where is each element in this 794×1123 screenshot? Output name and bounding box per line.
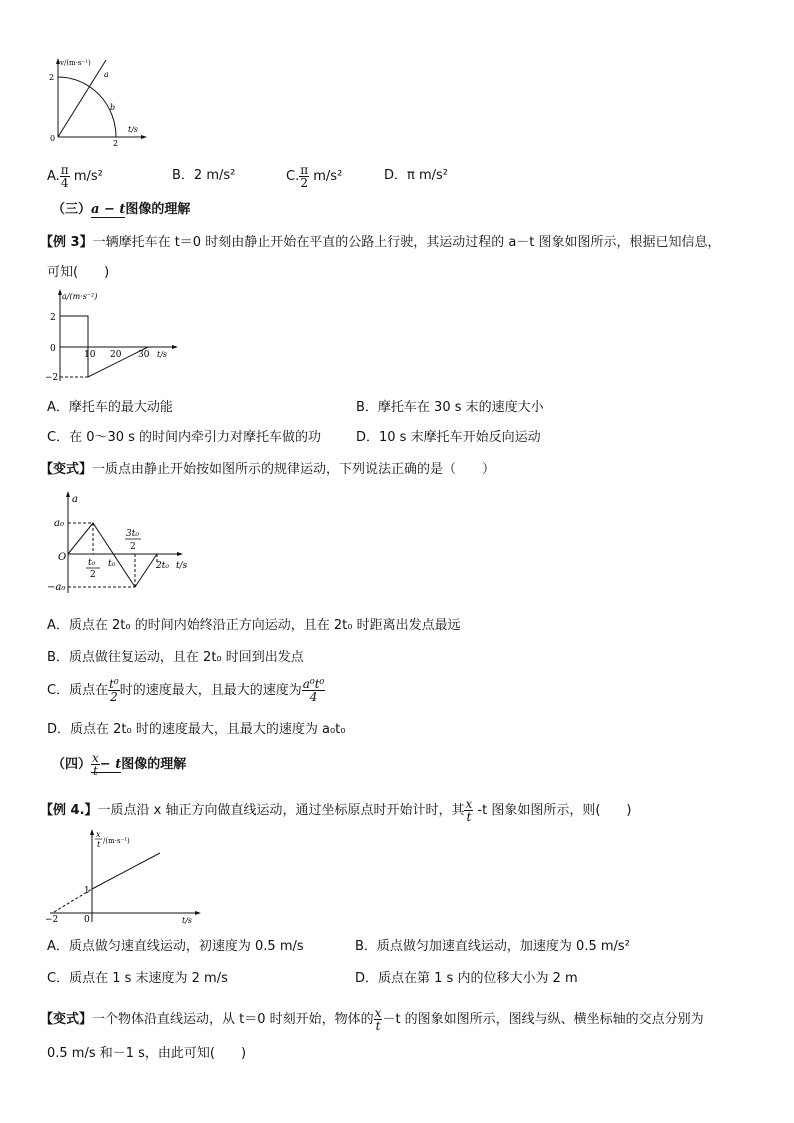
- at-xtick-20: 20: [110, 350, 122, 360]
- fig1-xtick: 2: [113, 139, 119, 148]
- variant-graph-line: [68, 523, 157, 587]
- example-4-option-a[interactable]: A．质点做匀速直线运动，初速度为 0.5 m/s: [47, 939, 304, 954]
- at-ytick-neg2: −2: [45, 373, 59, 383]
- at-xtick-10: 10: [84, 350, 96, 360]
- variant-ylabel: a: [72, 494, 78, 505]
- variant-3-option-b[interactable]: B．质点做往复运动，且在 2t₀ 时回到出发点: [47, 650, 304, 665]
- figure-a-t-variant: [40, 488, 210, 598]
- prev-option-d[interactable]: D．π m/s²: [384, 168, 449, 183]
- xt-origin: 0: [84, 915, 90, 925]
- example-3-option-a[interactable]: A．摩托车的最大动能: [47, 400, 173, 415]
- variant-3-option-a[interactable]: A．质点在 2t₀ 的时间内始终沿正方向运动，且在 2t₀ 时距离出发点最远: [47, 618, 461, 633]
- variant-2t0: 2t₀: [156, 561, 169, 571]
- variant-t0: t₀: [108, 559, 116, 569]
- figure-v-t: [40, 55, 150, 150]
- xt-ylabel-num: x: [96, 830, 101, 839]
- section-3-heading: （三）a − t图像的理解: [52, 202, 191, 217]
- fig1-label-a: a: [104, 70, 109, 79]
- variant-3-stem: 【变式】一质点由静止开始按如图所示的规律运动，下列说法正确的是（ ）: [40, 462, 496, 477]
- example-4-option-c[interactable]: C．质点在 1 s 末速度为 2 m/s: [47, 971, 228, 986]
- curve-b: [58, 77, 116, 137]
- variant-t0-half-num: t₀: [88, 558, 96, 568]
- prev-option-c[interactable]: C. $\frac{\pi}{2}$ m/s²: [286, 163, 343, 190]
- variant-3t0-num: 3t₀: [126, 529, 139, 539]
- at-ytick-2: 2: [50, 313, 56, 323]
- figure-x-over-t: [40, 826, 210, 926]
- line-a: [58, 60, 106, 137]
- fig1-ytick: 2: [49, 73, 55, 82]
- example-3-option-c[interactable]: C．在 0～30 s 的时间内牵引力对摩托车做的功: [47, 430, 322, 445]
- example-3-option-d[interactable]: D．10 s 末摩托车开始反向运动: [356, 430, 541, 445]
- fig1-label-b: b: [110, 103, 116, 112]
- fig1-xlabel: t/s: [128, 125, 139, 134]
- at-xtick-30: 30: [138, 350, 150, 360]
- example-4-option-d[interactable]: D．质点在第 1 s 内的位移大小为 2 m: [355, 971, 578, 986]
- figure-a-t: [40, 286, 190, 386]
- at-xlabel: t/s: [157, 350, 168, 359]
- xt-intercept-neg2: −2: [45, 915, 59, 925]
- xt-ylabel-den: t: [97, 840, 101, 849]
- example-3-option-b[interactable]: B．摩托车在 30 s 末的速度大小: [356, 400, 544, 415]
- fig1-origin: 0: [50, 134, 56, 143]
- variant-t0-half-den: 2: [90, 570, 96, 580]
- variant-4-stem-2: 0.5 m/s 和－1 s，由此可知( ): [47, 1046, 247, 1061]
- variant-3-option-d[interactable]: D．质点在 2t₀ 时的速度最大，且最大的速度为 a₀t₀: [47, 722, 346, 737]
- variant-4-stem: 【变式】一个物体沿直线运动，从 t＝0 时刻开始，物体的 $\frac{x}{t}$ －t 的图象如图所示，图线与纵、横坐标轴的交点分别为: [40, 1006, 704, 1033]
- at-ylabel: a/(m·s⁻²): [62, 292, 98, 301]
- example-3-stem: 【例 3】一辆摩托车在 t＝0 时刻由静止开始在平直的公路上行驶，其运动过程的 a－t 图象如图所示，根据已知信息，: [40, 235, 721, 250]
- variant-neg-a0: −a₀: [47, 582, 66, 593]
- prev-option-b[interactable]: B．2 m/s²: [172, 168, 236, 183]
- at-ytick-0: 0: [50, 344, 56, 354]
- example-3-stem-2: 可知( ): [47, 265, 110, 280]
- example-4-stem: 【例 4.】一质点沿 x 轴正方向做直线运动，通过坐标原点时开始计时，其 $\frac{x}{t}$ -t 图象如图所示，则( ): [40, 797, 632, 824]
- xt-intercept-1: 1: [84, 886, 90, 896]
- fig1-ylabel: v/(m·s⁻¹): [60, 59, 91, 67]
- variant-origin: O: [58, 552, 67, 563]
- variant-3t0-den: 2: [130, 542, 136, 552]
- xt-ylabel-unit: /(m·s⁻¹): [103, 837, 130, 845]
- variant-3-option-c[interactable]: C．质点在 $\frac{\text{t⁰}}{2}$ 时的速度最大，且最大的速度为 $\frac{\text{a⁰t⁰}}{4}$: [47, 677, 325, 704]
- example-4-option-b[interactable]: B．质点做匀加速直线运动，加速度为 0.5 m/s²: [355, 939, 630, 954]
- section-4-heading: （四） $\frac{x}{t}$ − t图像的理解: [52, 751, 187, 778]
- variant-xlabel: t/s: [176, 561, 188, 571]
- variant-a0: a₀: [54, 518, 64, 529]
- xt-xlabel: t/s: [182, 916, 193, 925]
- prev-option-a[interactable]: A. $\frac{\pi}{4}$ m/s²: [47, 163, 103, 190]
